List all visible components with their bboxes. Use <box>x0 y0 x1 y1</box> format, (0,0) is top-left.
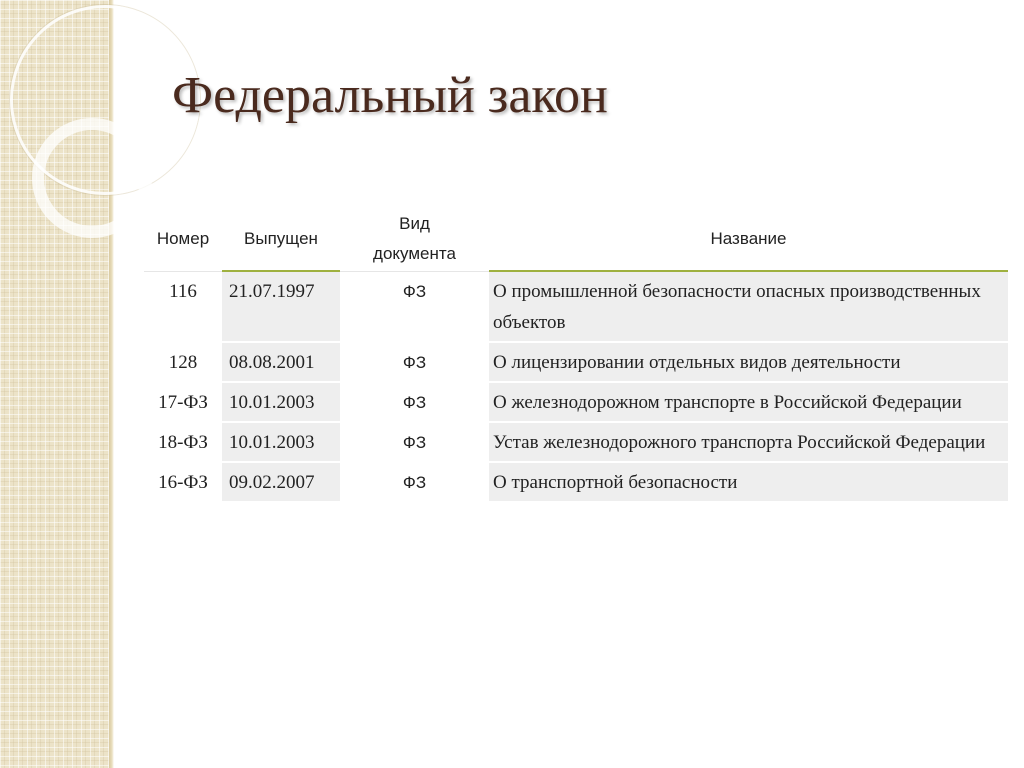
cell-number: 17-ФЗ <box>144 382 222 422</box>
cell-released: 21.07.1997 <box>222 271 340 342</box>
table-row <box>144 462 1008 502</box>
cell-number: 18-ФЗ <box>144 422 222 462</box>
table-header-row <box>144 208 1008 271</box>
slide-title: Федеральный закон <box>172 67 608 124</box>
table-row <box>144 342 1008 382</box>
cell-number: 116 <box>144 271 222 342</box>
cell-doc-type: ФЗ <box>340 382 489 422</box>
cell-released: 10.01.2003 <box>222 422 340 462</box>
cell-name: О промышленной безопасности опасных производственных объектов <box>489 271 1008 342</box>
cell-released: 09.02.2007 <box>222 462 340 502</box>
decorative-ring-small <box>32 118 152 238</box>
cell-name: О лицензировании отдельных видов деятельности <box>489 342 1008 382</box>
cell-doc-type: ФЗ <box>340 342 489 382</box>
table-row <box>144 382 1008 422</box>
cell-released: 08.08.2001 <box>222 342 340 382</box>
header-released: Выпущен <box>222 208 340 271</box>
cell-doc-type: ФЗ <box>340 422 489 462</box>
header-doc-type <box>340 208 489 271</box>
header-doc-type-line1: Вид <box>399 214 430 234</box>
cell-doc-type: ФЗ <box>340 462 489 502</box>
header-doc-type-line2: документа <box>373 244 456 264</box>
table-row <box>144 271 1008 342</box>
header-number: Номер <box>144 208 222 271</box>
cell-name: Устав железнодорожного транспорта Российской Федерации <box>489 422 1008 462</box>
law-table <box>144 208 1008 503</box>
cell-doc-type: ФЗ <box>340 271 489 342</box>
cell-name: О транспортной безопасности <box>489 462 1008 502</box>
cell-number: 128 <box>144 342 222 382</box>
cell-name: О железнодорожном транспорте в Российской Федерации <box>489 382 1008 422</box>
cell-released: 10.01.2003 <box>222 382 340 422</box>
header-name: Название <box>489 208 1008 271</box>
table-row <box>144 422 1008 462</box>
cell-number: 16-ФЗ <box>144 462 222 502</box>
